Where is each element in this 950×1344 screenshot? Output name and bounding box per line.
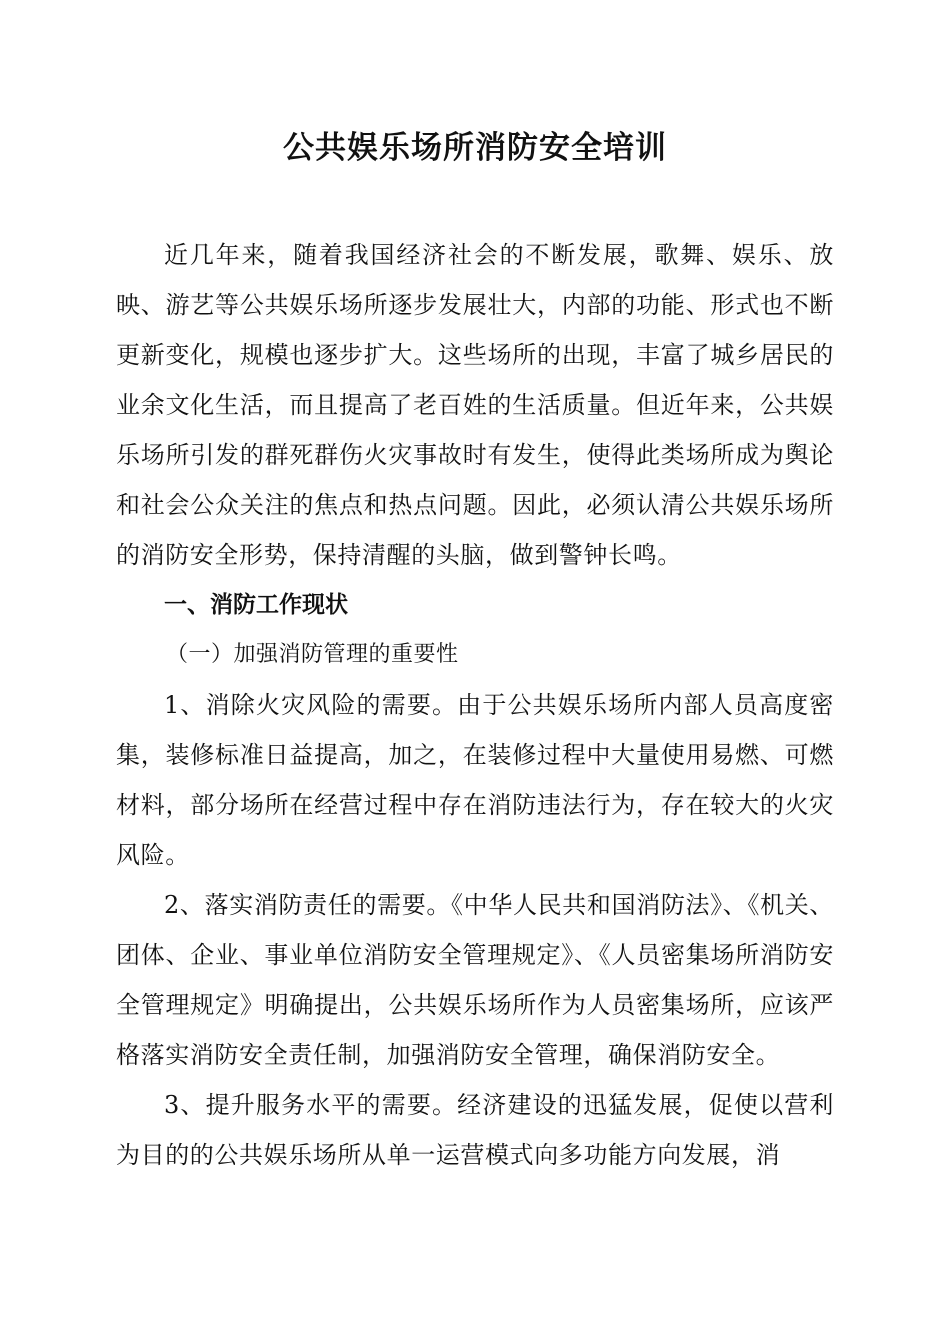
list-item-3: 3、提升服务水平的需要。经济建设的迅猛发展，促使以营利为目的的公共娱乐场所从单一运营模式向多功能方向发展，消 — [116, 1091, 834, 1169]
intro-paragraph: 近几年来，随着我国经济社会的不断发展，歌舞、娱乐、放映、游艺等公共娱乐场所逐步发展壮大，内部的功能、形式也不断更新变化，规模也逐步扩大。这些场所的出现，丰富了城乡居民的业余文化生活，而且提高了老百姓的生活质量。但近年来，公共娱乐场所引发的群死群伤火灾事故时有发生，使得此类场所成为舆论和社会公众关注的焦点和热点问题。因此，必须认清公共娱乐场所的消防安全形势，保持清醒的头脑，做到警钟长鸣。 — [116, 241, 834, 569]
list-item-2: 2、落实消防责任的需要。《中华人民共和国消防法》、《机关、团体、企业、事业单位消防安全管理规定》、《人员密集场所消防安全管理规定》明确提出，公共娱乐场所作为人员密集场所，应该严格落实消防安全责任制，加强消防安全管理，确保消防安全。 — [116, 891, 834, 1069]
document-title: 公共娱乐场所消防安全培训 — [283, 130, 667, 166]
section-heading: 一、消防工作现状 — [164, 592, 348, 618]
document-body — [116, 230, 834, 1180]
list-item-1: 1、消除火灾风险的需要。由于公共娱乐场所内部人员高度密集，装修标准日益提高，加之，在装修过程中大量使用易燃、可燃材料，部分场所在经营过程中存在消防违法行为，存在较大的火灾风险。 — [116, 691, 834, 869]
subsection-heading: （一）加强消防管理的重要性 — [166, 642, 459, 667]
